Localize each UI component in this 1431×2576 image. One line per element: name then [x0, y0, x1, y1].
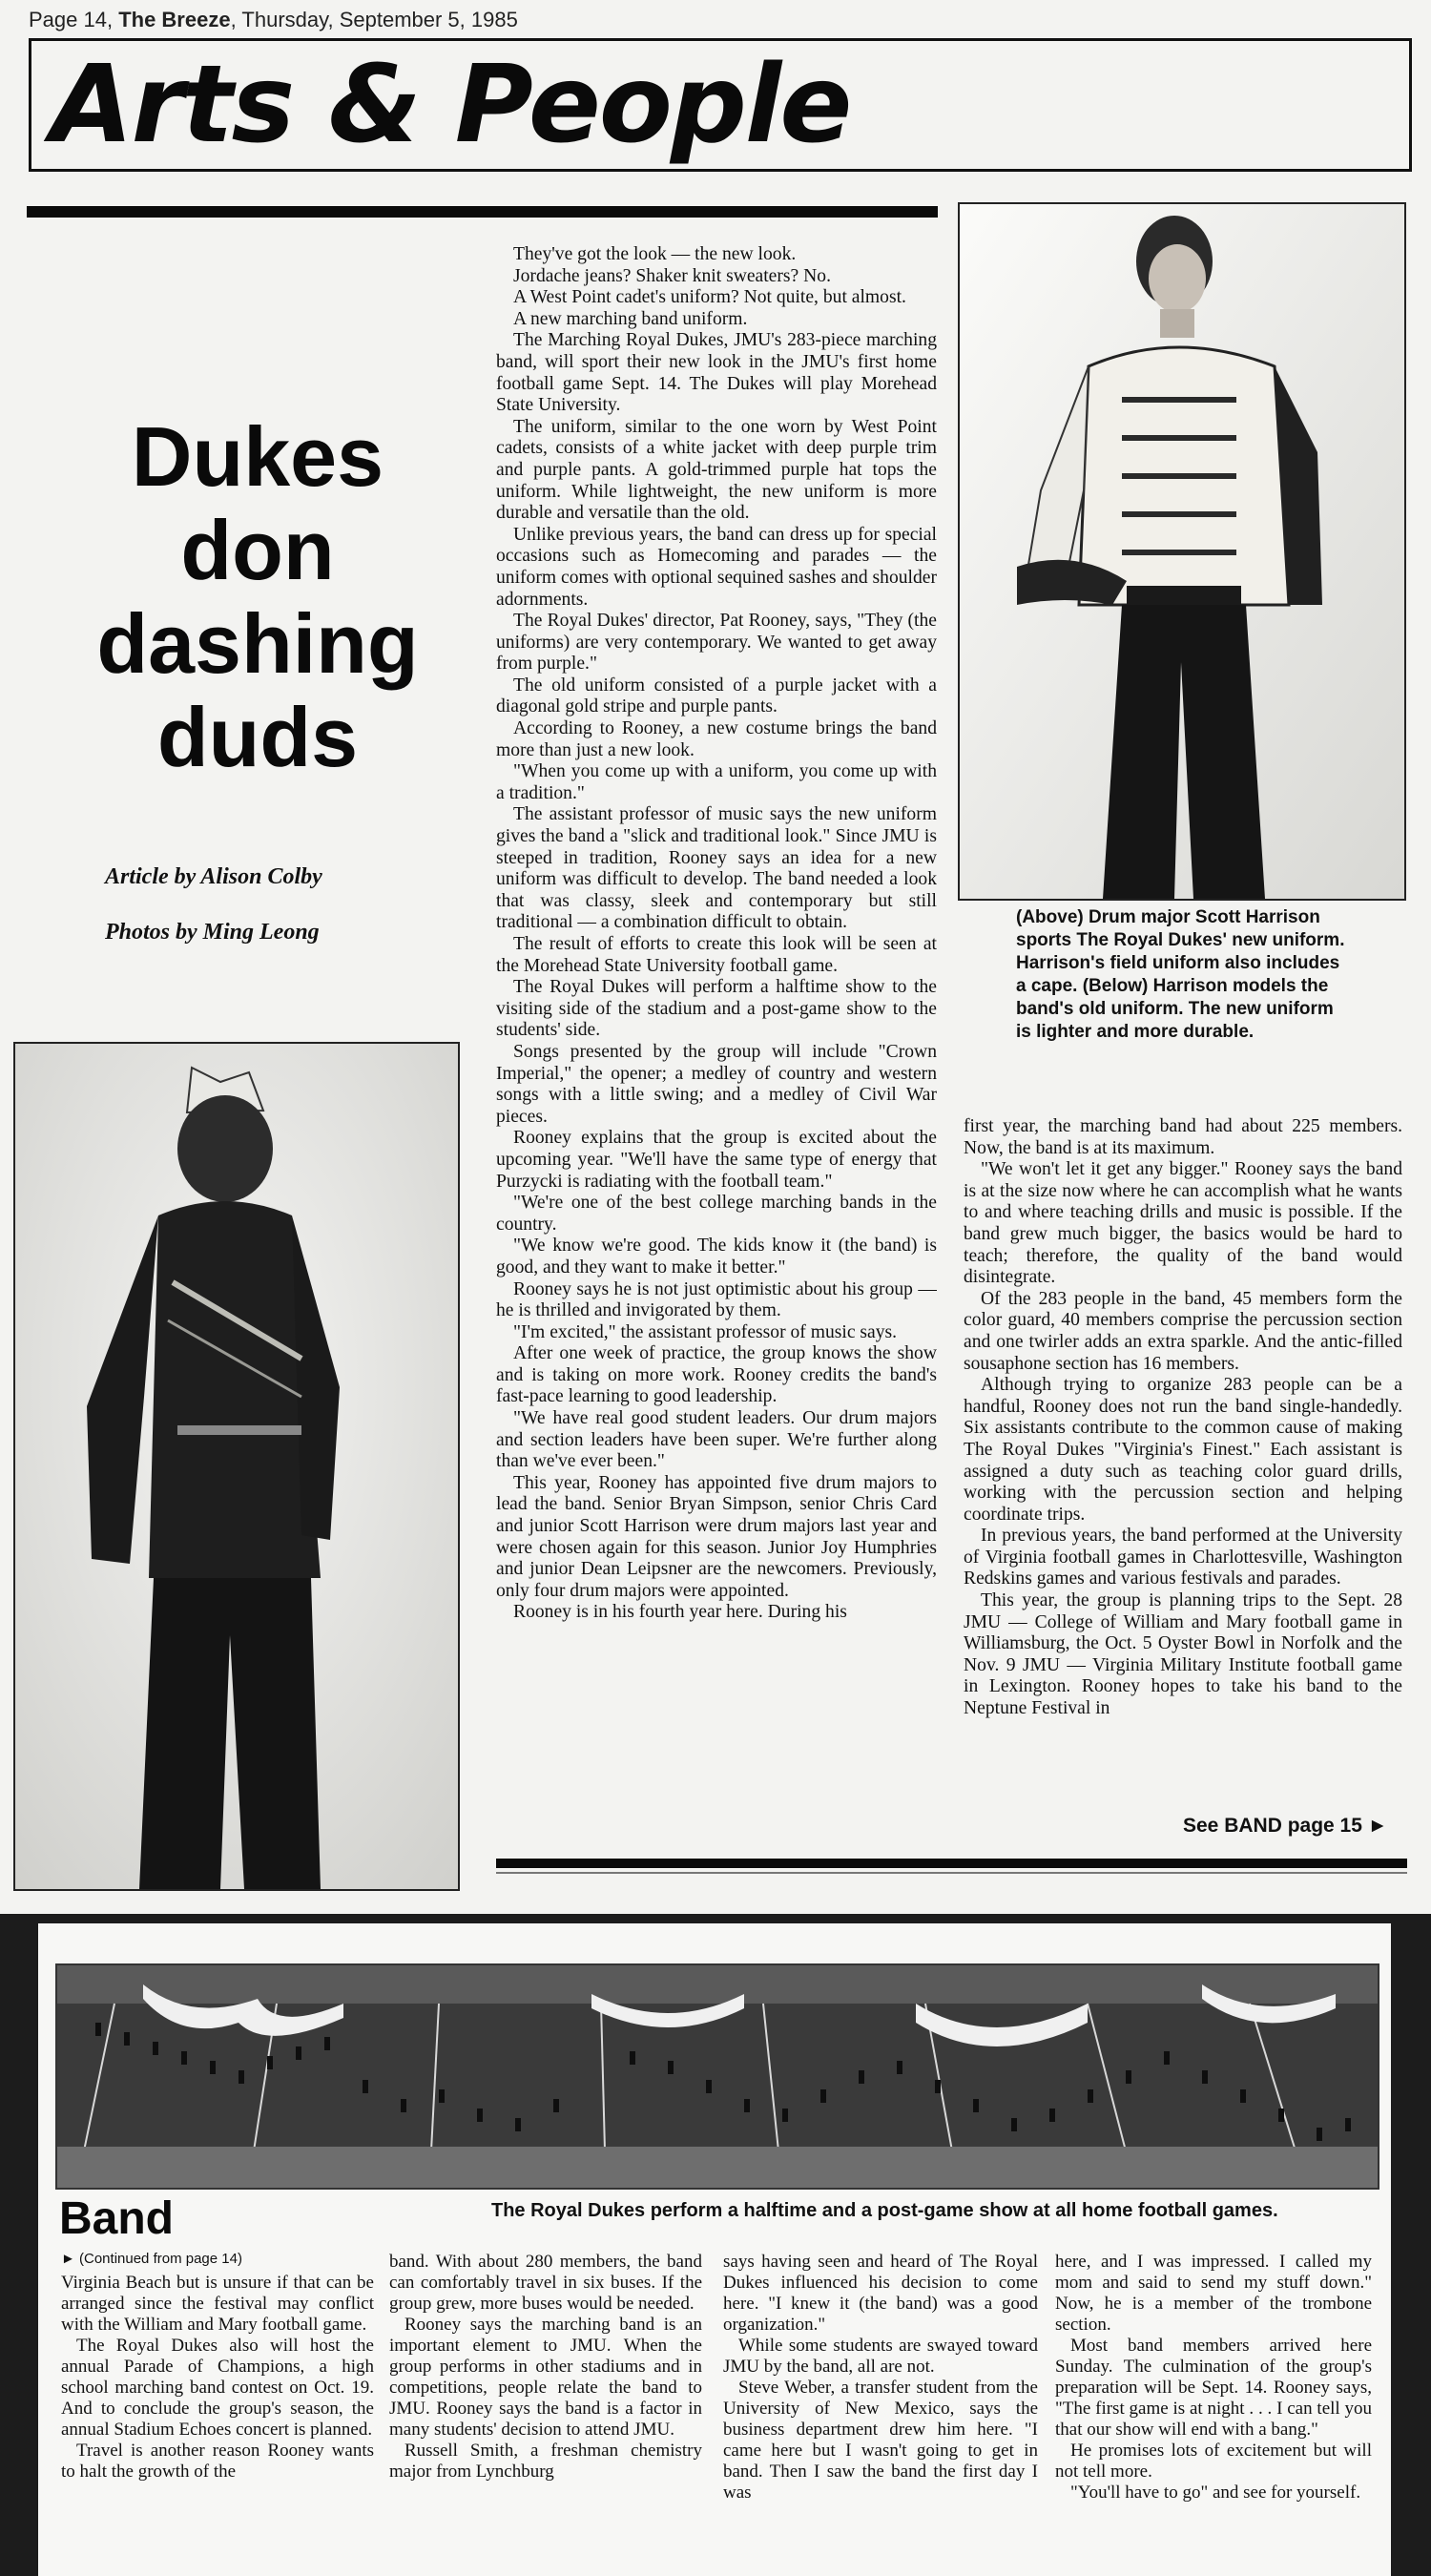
old-uniform-photo — [13, 1042, 460, 1891]
article-paragraph: "We know we're good. The kids know it (the band) is good, and they want to make it better." — [496, 1236, 937, 1278]
section-banner — [29, 38, 1412, 172]
section-title: Arts & People — [51, 43, 851, 167]
article-paragraph: After one week of practice, the group knows the show and is taking on more work. Rooney credits the band's fast-pace learning to good leadership. — [496, 1343, 937, 1407]
byline-article: Article by Alison Colby — [105, 864, 322, 889]
top-rule — [27, 206, 938, 218]
article-paragraph: The result of efforts to create this look will be seen at the Morehead State University football game. — [496, 934, 937, 976]
halftime-show-image — [57, 1965, 1378, 2188]
article-paragraph: first year, the marching band had about 225 members. Now, the band is at its maximum. — [964, 1116, 1402, 1158]
article-paragraph: Songs presented by the group will include "Crown Imperial," the opener; a medley of country and western songs with a little swing; and a medley of Civil War pieces. — [496, 1041, 937, 1127]
article-paragraph: Rooney explains that the group is excited about the upcoming year. "We'll have the same type of energy that Purzycki is radiating with the football team." — [496, 1128, 937, 1192]
continued-column-3 — [723, 2252, 1038, 2576]
headline-line: Dukes — [131, 409, 384, 504]
drum-major-new-uniform-image — [960, 204, 1404, 899]
article-paragraph: This year, Rooney has appointed five drum majors to lead the band. Senior Bryan Simpson, senior Chris Card and junior Scott Harrison were drum majors last year and were chosen again for this season. Junior Joy Humphries and junior Dean Leipsner are the newcomers. Previously, only four drum majors were appointed. — [496, 1472, 937, 1601]
jump-line: See BAND page 15 ► — [1183, 1815, 1388, 1837]
article-paragraph: A new marching band uniform. — [513, 308, 748, 329]
article-paragraph: The uniform, similar to the one worn by West Point cadets, consists of a white jacket with deep purple trim and purple pants. A gold-trimmed purple hat tops the uniform. While lightweight, the new uniform is more durable and versatile than the old. — [496, 416, 937, 524]
article-paragraph: They've got the look — the new look. — [513, 244, 797, 264]
article-paragraph: Rooney says he is not just optimistic about his group — he is thrilled and invigorated by them. — [496, 1278, 937, 1321]
bottom-rule-thin — [496, 1872, 1407, 1874]
article-paragraph: Russell Smith, a freshman chemistry major from Lynchburg — [389, 2441, 702, 2482]
article-paragraph: This year, the group is planning trips to the Sept. 28 JMU — College of William and Mary football game in Williamsburg, the Oct. 5 Oyster Bowl in Norfolk and the Nov. 9 JMU — Virginia Military Institute football game in Lexington. Rooney hopes to take his band to the Neptune Festival in — [964, 1590, 1402, 1719]
article-paragraph: The Royal Dukes also will host the annual Parade of Champions, a high school marching band contest on Oct. 19. And to conclude the group's season, the annual Stadium Echoes concert is planned. — [61, 2336, 374, 2440]
byline-photos: Photos by Ming Leong — [105, 920, 320, 945]
article-paragraph: A West Point cadet's uniform? Not quite, but almost. — [513, 287, 906, 308]
article-paragraph: says having seen and heard of The Royal Dukes influenced his decision to come here. "I knew it (the band) was a good organization." — [723, 2252, 1038, 2335]
article-paragraph: Travel is another reason Rooney wants to halt the growth of the — [61, 2441, 374, 2482]
continued-column-1 — [61, 2273, 374, 2576]
article-paragraph: Virginia Beach but is unsure if that can be arranged since the festival may conflict with the William and Mary football game. — [61, 2273, 374, 2335]
article-paragraph: Rooney is in his fourth year here. During his — [513, 1602, 847, 1623]
article-paragraph: According to Rooney, a new costume brings the band more than just a new look. — [496, 718, 937, 760]
article-paragraph: Rooney says the marching band is an important element to JMU. When the group performs in other stadiums and in competitions, people relate the band to JMU. Rooney says the band is a factor in many students' decision to attend JMU. — [389, 2315, 702, 2440]
folio-paper-name: The Breeze — [118, 8, 231, 31]
article-paragraph: "We have real good student leaders. Our drum majors and section leaders have been super. We're further along than we've ever been." — [496, 1408, 937, 1472]
article-paragraph: Steve Weber, a transfer student from the University of New Mexico, says the business department drew him here. "I came here but I wasn't going to get in band. Then I saw the band the first day I was — [723, 2378, 1038, 2503]
photo-caption: (Above) Drum major Scott Harrison sports The Royal Dukes' new uniform. Harrison's field uniform also includes a cape. (Below) Harrison models the band's old uniform. The new uniform is lighter and more durable. — [1016, 907, 1345, 1042]
article-paragraph: He promises lots of excitement but will not tell more. — [1055, 2441, 1372, 2482]
article-paragraph: Unlike previous years, the band can dress up for special occasions such as Homecoming and parades — the uniform comes with optional sequined sashes and shoulder adornments. — [496, 524, 937, 610]
article-paragraph: "When you come up with a uniform, you come up with a tradition." — [496, 761, 937, 803]
article-paragraph: band. With about 280 members, the band can comfortably travel in six buses. If the group grew, more buses would be needed. — [389, 2252, 702, 2314]
article-paragraph: The Royal Dukes will perform a halftime show to the visiting side of the stadium and a post-game show to the students' side. — [496, 977, 937, 1041]
drum-major-old-uniform-image — [15, 1044, 458, 1889]
band-field-photo — [55, 1963, 1379, 2190]
article-paragraph: Although trying to organize 283 people can be a handful, Rooney does not run the band single-handedly. Six assistants contribute to the common cause of making The Royal Dukes "Virginia's Finest." Each assistant is assigned a duty such as teaching color guard drills, working with the percussion section and helping coordinate trips. — [964, 1375, 1402, 1525]
article-paragraph: Most band members arrived here Sunday. The culmination of the group's preparation will be Sept. 14. Rooney says, "The first game is at night . . . I can tell you that our show will end with a bang." — [1055, 2336, 1372, 2440]
article-paragraph: The assistant professor of music says the new uniform gives the band a "slick and traditional look." Since JMU is steeped in tradition, Rooney says an idea for a new uniform was difficult to develop. The band needed a look that was classy, sleek and contemporary but still traditional — a combination difficult to obtain. — [496, 804, 937, 933]
article-paragraph: "We're one of the best college marching bands in the country. — [496, 1193, 937, 1235]
headline-line: don — [180, 503, 335, 597]
page-folio — [29, 8, 518, 32]
article-paragraph: In previous years, the band performed at the University of Virginia football games in Charlottesville, Washington Redskins games and various festivals and parades. — [964, 1526, 1402, 1589]
headline-line: dashing — [96, 596, 419, 691]
folio-date: , Thursday, September 5, 1985 — [230, 8, 518, 31]
continued-column-2 — [389, 2252, 702, 2576]
article-paragraph: Jordache jeans? Shaker knit sweaters? No. — [513, 265, 831, 286]
article-paragraph: "I'm excited," the assistant professor of music says. — [513, 1321, 898, 1342]
headline-line: duds — [156, 690, 359, 784]
continued-column-4 — [1055, 2252, 1372, 2576]
folio-page: Page 14, — [29, 8, 119, 31]
article-paragraph: Of the 283 people in the band, 45 members form the color guard, 40 members comprise the percussion section and one twirler adds an extra sparkle. And the antic-filled sousaphone section has 16 members. — [964, 1288, 1402, 1374]
continued-heading: Band — [59, 2193, 174, 2244]
continued-from: ► (Continued from page 14) — [61, 2251, 242, 2267]
article-main-column — [496, 244, 937, 1836]
headline — [38, 410, 477, 784]
article-paragraph: The Royal Dukes' director, Pat Rooney, says, "They (the uniforms) are very contemporary. We wanted to get away from purple." — [496, 611, 937, 675]
field-photo-caption: The Royal Dukes perform a halftime and a post-game show at all home football games. — [491, 2200, 1278, 2221]
article-paragraph: The Marching Royal Dukes, JMU's 283-piece marching band, will sport their new look in the JMU's first home football game Sept. 14. The Dukes will play Morehead State University. — [496, 330, 937, 416]
article-paragraph: While some students are swayed toward JMU by the band, all are not. — [723, 2336, 1038, 2377]
article-paragraph: "You'll have to go" and see for yourself. — [1070, 2483, 1361, 2503]
article-paragraph: "We won't let it get any bigger." Rooney says the band is at the size now where he can accomplish what he wants to and where teaching drills and music is possible. If the band grew much bigger, the basics would be hard to teach; therefore, the quality of the band would disintegrate. — [964, 1159, 1402, 1288]
article-paragraph: The old uniform consisted of a purple jacket with a diagonal gold stripe and purple pants. — [496, 675, 937, 717]
bottom-rule — [496, 1859, 1407, 1868]
article-paragraph: here, and I was impressed. I called my mom and said to send my stuff down." Now, he is a member of the trombone section. — [1055, 2252, 1372, 2335]
new-uniform-photo — [958, 202, 1406, 901]
article-right-column — [964, 1116, 1402, 1801]
